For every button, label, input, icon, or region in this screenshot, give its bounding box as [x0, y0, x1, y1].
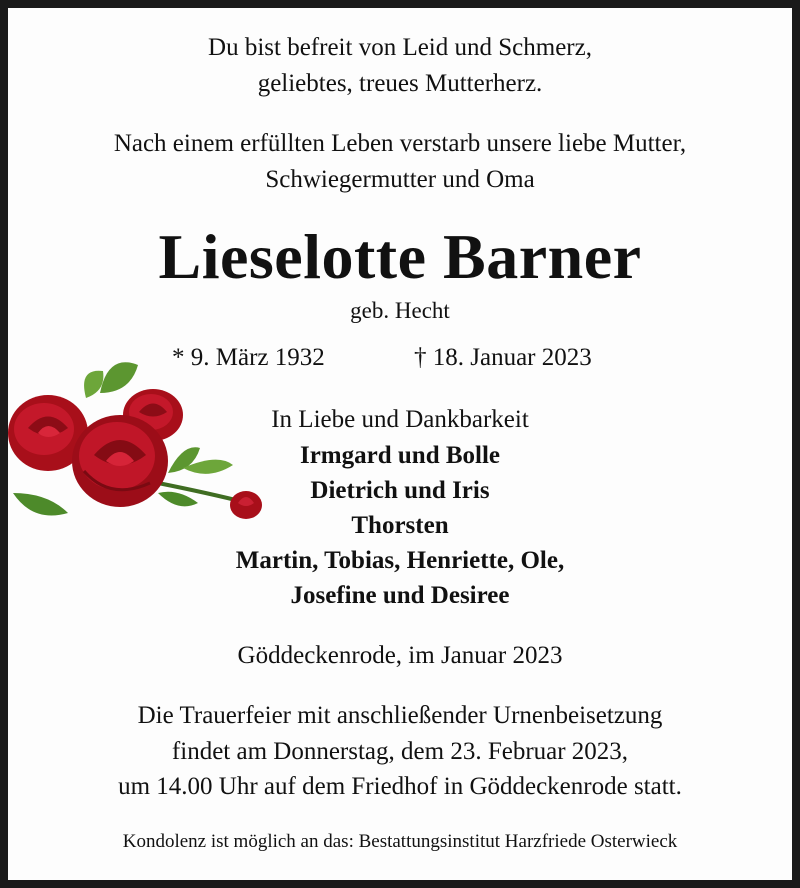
condolence-note: Kondolenz ist möglich an das: Bestattungsinstitut Harzfriede Osterwieck [122, 831, 678, 852]
funeral-line-3: um 14.00 Uhr auf dem Friedhof in Göddeckenrode statt. [118, 773, 682, 800]
intro-line-1: Nach einem erfüllten Leben verstarb unsere liebe Mutter, [113, 130, 687, 157]
verse-line-1: Du bist befreit von Leid und Schmerz, [208, 34, 592, 61]
deceased-name: Lieselotte Barner [158, 221, 642, 292]
mourner-name: Josefine und Desiree [290, 582, 510, 609]
mourners-heading: In Liebe und Dankbarkeit [271, 406, 529, 433]
place-date: Göddeckenrode, im Januar 2023 [237, 642, 563, 669]
intro-line-2: Schwiegermutter und Oma [265, 166, 535, 193]
maiden-name: geb. Hecht [350, 298, 450, 323]
leaf [84, 371, 103, 398]
mourner-name: Irmgard und Bolle [299, 442, 501, 469]
mourner-name: Dietrich und Iris [310, 477, 490, 504]
funeral-line-2: findet am Donnerstag, dem 23. Februar 2023, [171, 738, 629, 765]
birth-date: * 9. März 1932 [172, 344, 325, 371]
leaf [100, 362, 138, 393]
verse-line-2: geliebtes, treues Mutterherz. [257, 70, 543, 97]
funeral-line-1: Die Trauerfeier mit anschließender Urnenbeisetzung [137, 702, 663, 729]
mourner-name: Thorsten [351, 512, 449, 539]
death-date: † 18. Januar 2023 [414, 344, 592, 371]
mourner-name: Martin, Tobias, Henriette, Ole, [235, 547, 565, 574]
